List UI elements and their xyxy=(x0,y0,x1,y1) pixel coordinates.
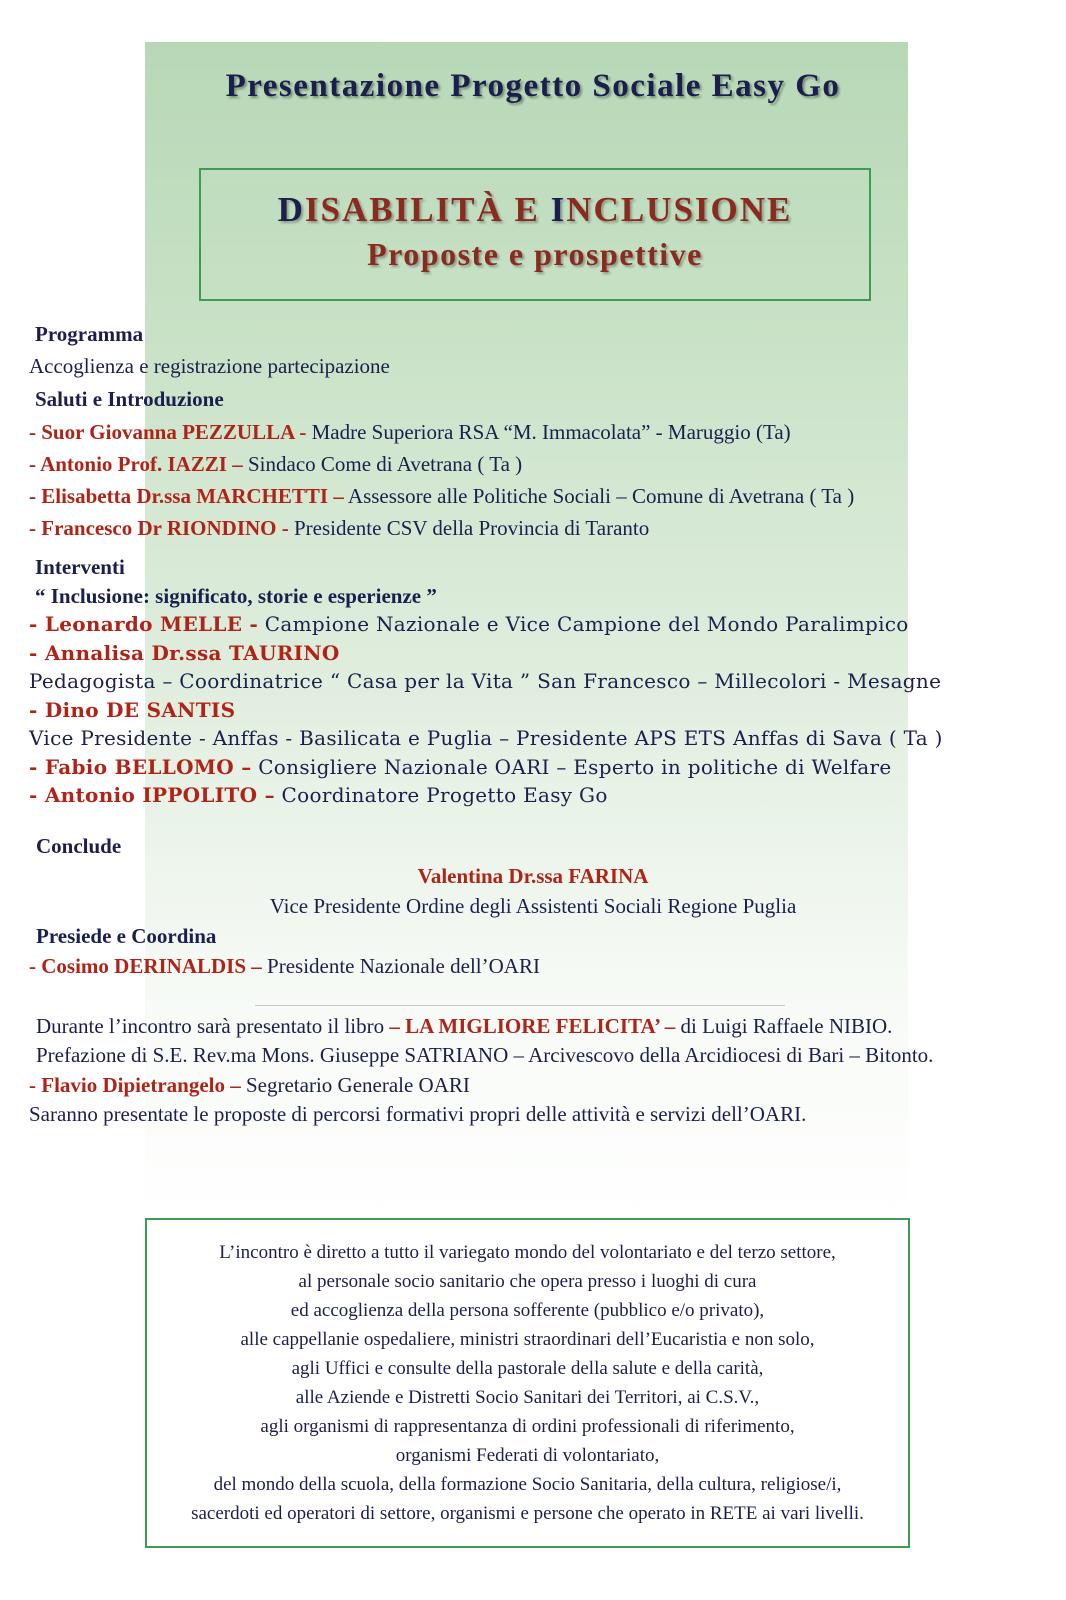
prefazione-line: Prefazione di S.E. Rev.ma Mons. Giuseppe SATRIANO – Arcivescovo della Arcidiocesi di Bari – Bitonto. xyxy=(36,1043,934,1067)
speaker-name: - Antonio Prof. IAZZI – xyxy=(29,452,243,476)
destinatari-line: al personale socio sanitario che opera presso i luoghi di cura xyxy=(298,1271,757,1292)
saluti-item xyxy=(29,484,854,509)
speaker-name: - Leonardo MELLE - xyxy=(29,612,259,636)
speaker-role: Campione Nazionale e Vice Campione del Mondo Paralimpico xyxy=(258,612,909,636)
accoglienza-line: Accoglienza e registrazione partecipazione xyxy=(29,354,390,378)
intervento-item xyxy=(29,726,943,750)
saluti-item xyxy=(29,420,791,445)
speaker-name: - Francesco Dr RIONDINO - xyxy=(29,516,289,540)
libro-title: – LA MIGLIORE FELICITA’ – xyxy=(389,1014,676,1038)
event-title-initial-i: I xyxy=(550,190,567,229)
speaker-role: Coordinatore Progetto Easy Go xyxy=(274,783,608,807)
intervento-item xyxy=(29,612,909,636)
saluti-heading: Saluti e Introduzione xyxy=(35,387,224,411)
speaker-name: - Cosimo DERINALDIS – xyxy=(29,954,262,978)
presiede-heading: Presiede e Coordina xyxy=(36,924,217,948)
intervento-item xyxy=(29,755,892,779)
intervento-item xyxy=(29,669,941,693)
intervento-item xyxy=(29,783,608,807)
speaker-role: Consigliere Nazionale OARI – Esperto in politiche di Welfare xyxy=(251,755,892,779)
programma-heading: Programma xyxy=(35,322,144,346)
destinatari-line: alle Aziende e Distretti Socio Sanitari dei Territori, ai C.S.V., xyxy=(295,1387,760,1408)
percorsi-line: Saranno presentate le proposte di percorsi formativi propri delle attività e servizi dell’OARI. xyxy=(29,1102,807,1126)
speaker-role: Pedagogista – Coordinatrice “ Casa per la Vita ” San Francesco – Millecolori - Mesagne xyxy=(29,669,942,693)
speaker-name: - Flavio Dipietrangelo – xyxy=(29,1073,241,1097)
destinatari-line: L’incontro è diretto a tutto il variegato mondo del volontariato e del terzo settore, xyxy=(219,1242,836,1263)
event-title-part-1: ISABILITÀ E xyxy=(304,190,551,229)
conclude-role: Vice Presidente Ordine degli Assistenti Sociali Regione Puglia xyxy=(269,894,797,918)
speaker-role: Segretario Generale OARI xyxy=(240,1073,470,1097)
presiede-item xyxy=(29,954,540,979)
speaker-role: Assessore alle Politiche Sociali – Comune di Avetrana ( Ta ) xyxy=(343,484,855,508)
event-title xyxy=(201,190,869,230)
speaker-role: Presidente Nazionale dell’OARI xyxy=(261,954,540,978)
speaker-name: - Fabio BELLOMO – xyxy=(29,755,252,779)
interventi-heading: Interventi xyxy=(35,555,125,579)
speaker-role: Sindaco Come di Avetrana ( Ta ) xyxy=(242,452,523,476)
destinatari-line: agli organismi di rappresentanza di ordini professionali di riferimento, xyxy=(260,1416,795,1437)
saluti-item xyxy=(29,516,649,541)
conclude-heading: Conclude xyxy=(36,834,122,858)
intervento-item xyxy=(29,641,340,665)
intervento-item xyxy=(29,698,235,722)
event-title-initial-d: D xyxy=(277,190,305,229)
destinatari-box xyxy=(145,1218,910,1548)
destinatari-line: agli Uffici e consulte della pastorale della salute e della carità, xyxy=(291,1358,764,1379)
destinatari-line: alle cappellanie ospedaliere, ministri straordinari dell’Eucaristia e non solo, xyxy=(240,1329,815,1350)
speaker-role: Madre Superiora RSA “M. Immacolata” - Maruggio (Ta) xyxy=(306,420,791,444)
speaker-role: Vice Presidente - Anffas - Basilicata e Puglia – Presidente APS ETS Anffas di Sava ( Ta ) xyxy=(29,726,943,750)
destinatari-line: ed accoglienza della persona sofferente (pubblico e/o privato), xyxy=(290,1300,765,1321)
libro-line xyxy=(36,1014,892,1039)
libro-author: di Luigi Raffaele NIBIO. xyxy=(675,1014,893,1038)
libro-text: Durante l’incontro sarà presentato il libro xyxy=(36,1014,390,1038)
destinatari-line: del mondo della scuola, della formazione Socio Sanitaria, della cultura, religiose/i, xyxy=(213,1474,842,1495)
event-title-box xyxy=(199,168,871,301)
saluti-item xyxy=(29,452,522,477)
interventi-topic: “ Inclusione: significato, storie e esperienze ” xyxy=(35,584,437,608)
section-divider xyxy=(255,1005,785,1006)
speaker-name: - Dino DE SANTIS xyxy=(29,698,236,722)
page-title: Presentazione Progetto Sociale Easy Go xyxy=(225,68,841,104)
speaker-name: - Suor Giovanna PEZZULLA - xyxy=(29,420,307,444)
event-subtitle: Proposte e prospettive xyxy=(367,236,703,272)
speaker-role: Presidente CSV della Provincia di Taranto xyxy=(288,516,650,540)
segretario-line xyxy=(29,1073,470,1098)
destinatari-line: sacerdoti ed operatori di settore, organismi e persone che operato in RETE ai vari livelli. xyxy=(191,1503,864,1524)
speaker-name: - Elisabetta Dr.ssa MARCHETTI – xyxy=(29,484,344,508)
destinatari-line: organismi Federati di volontariato, xyxy=(395,1445,660,1466)
speaker-name: - Annalisa Dr.ssa TAURINO xyxy=(29,641,340,665)
conclude-name: Valentina Dr.ssa FARINA xyxy=(417,864,649,888)
speaker-name: - Antonio IPPOLITO – xyxy=(29,783,275,807)
event-title-part-2: NCLUSIONE xyxy=(566,190,793,229)
